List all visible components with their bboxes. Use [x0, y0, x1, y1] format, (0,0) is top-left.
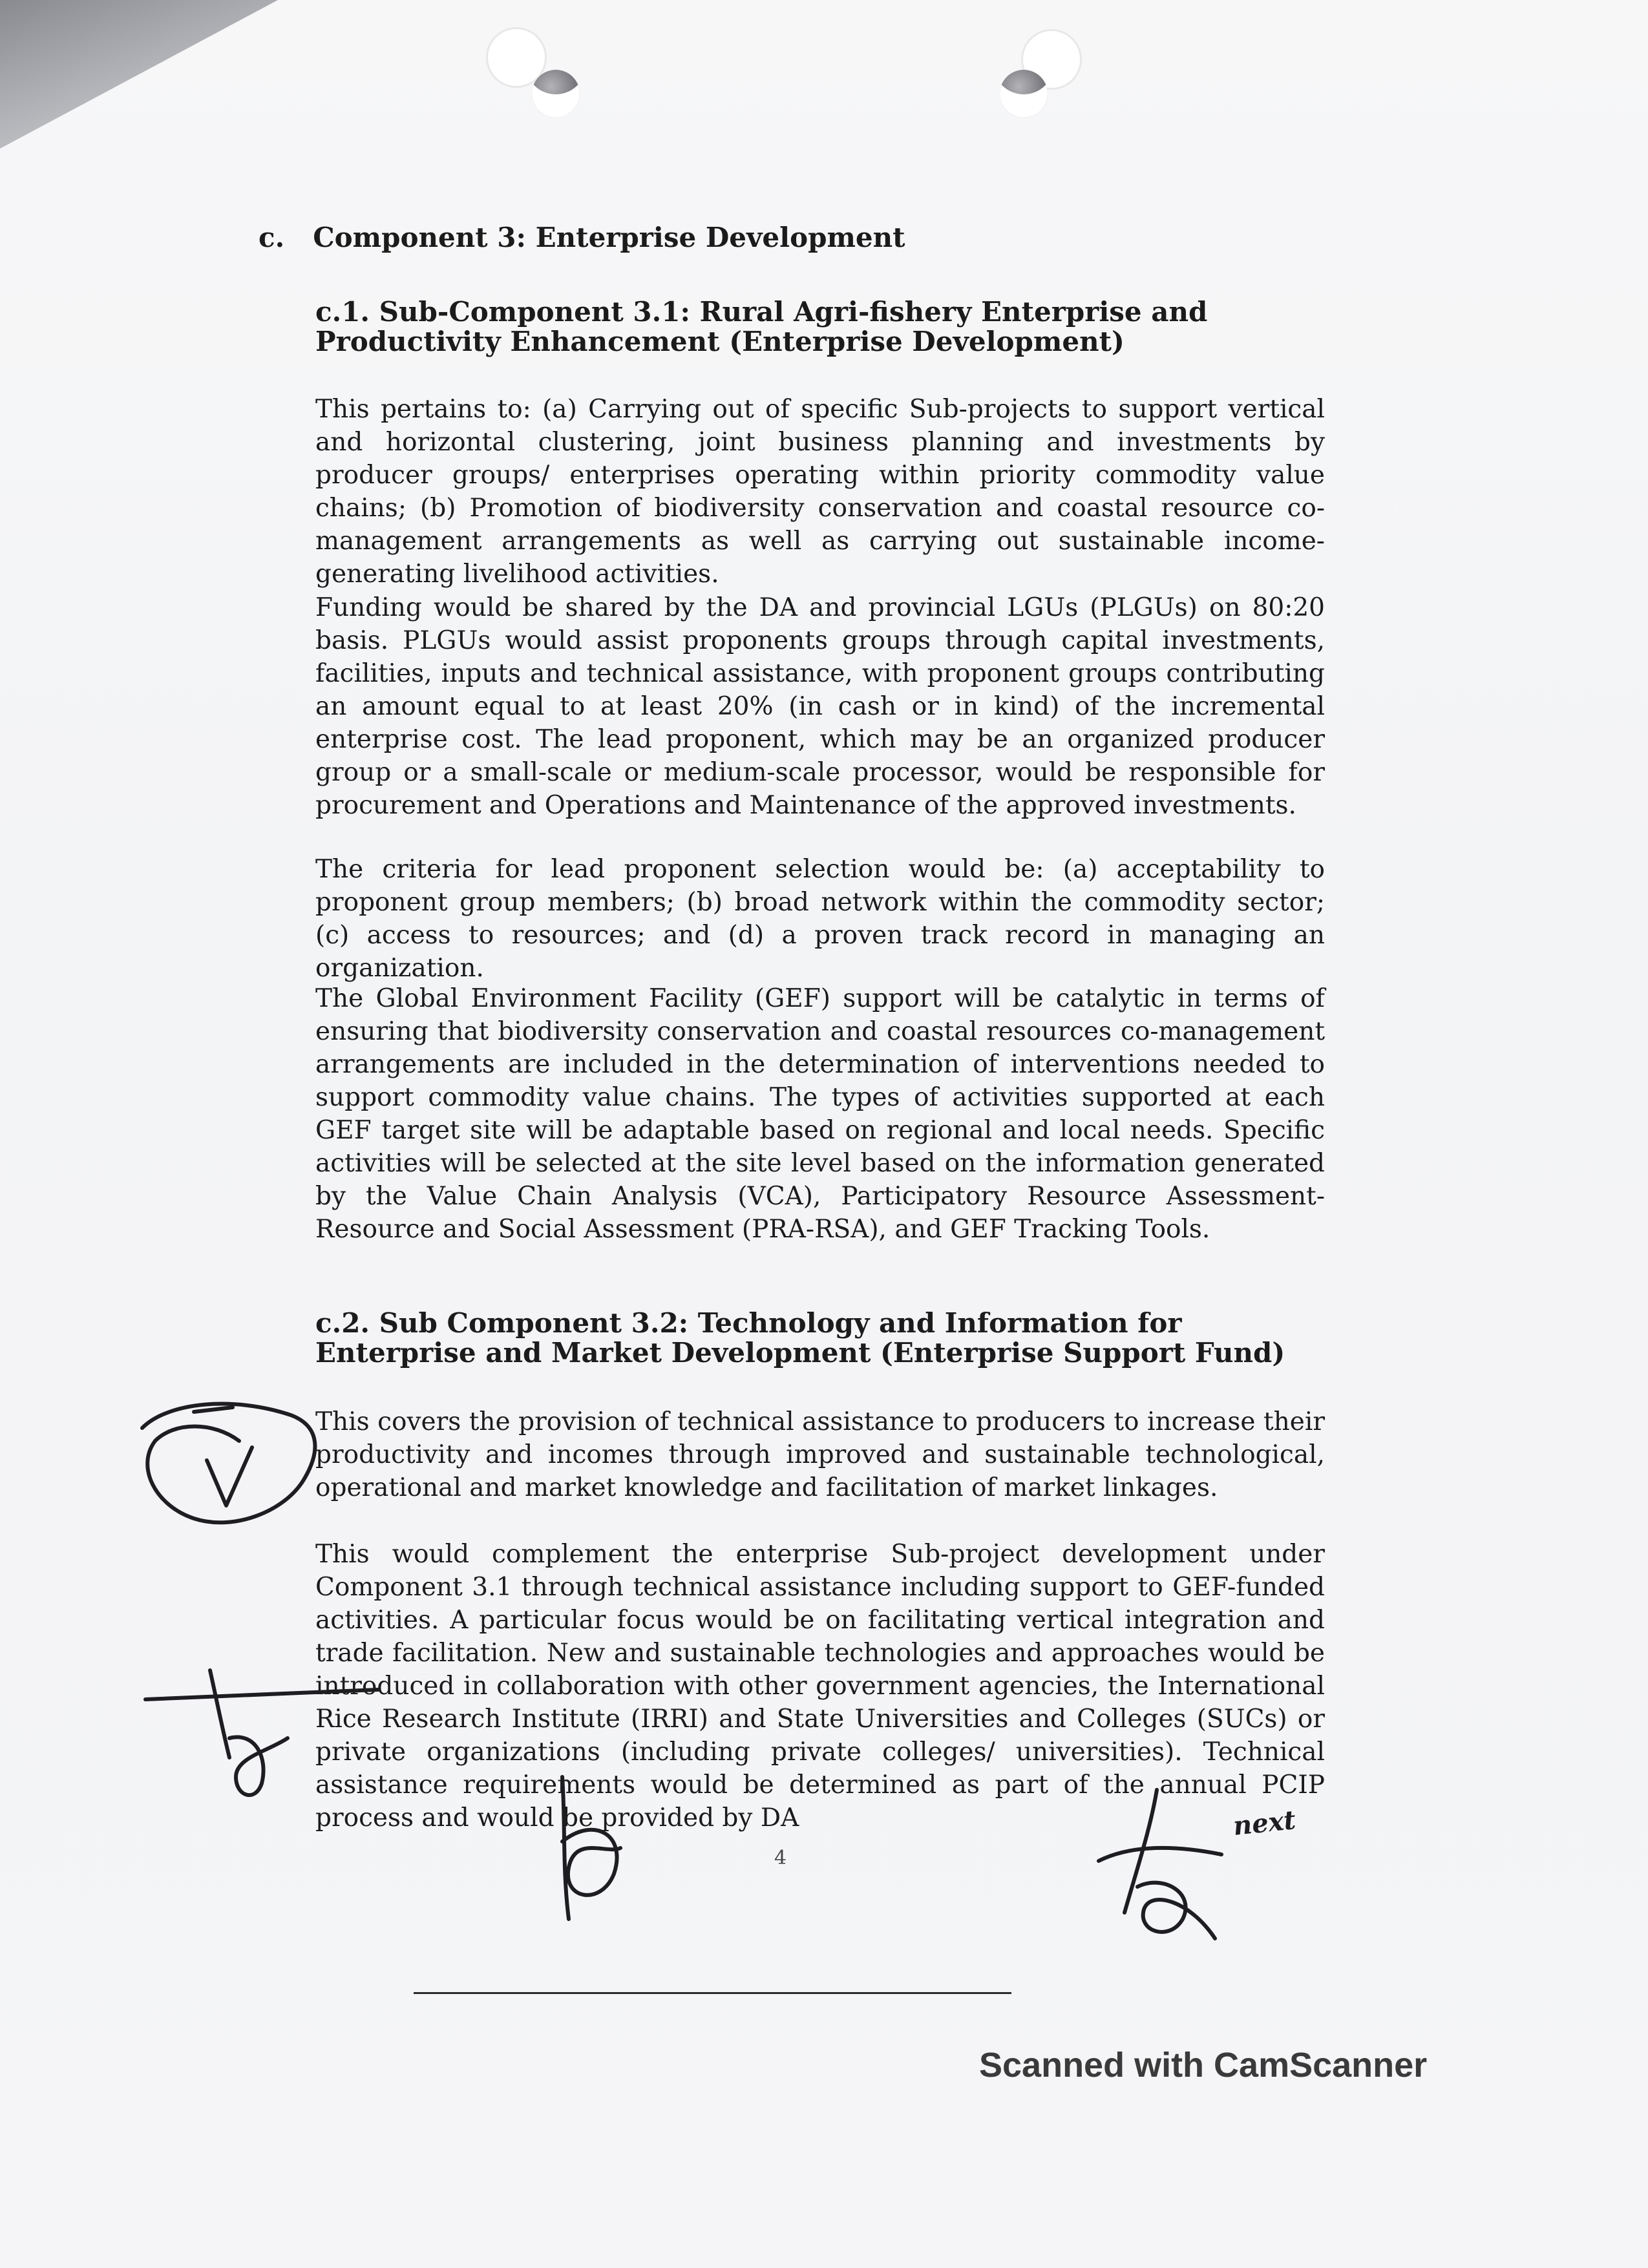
subcomponent-1-paragraph-1: This pertains to: (a) Carrying out of specific Sub-projects to support vertical and horizontal clustering, joint business planning and investments by producer groups/ enterprises operating within priority commodity value chains; (b) Promotion of biodiversity conservation and coastal resource co-management arrangements as well as carrying out sustainable income-generating livelihood activities.: [315, 395, 1325, 589]
camscanner-watermark: Scanned with CamScanner: [979, 2046, 1428, 2084]
handwritten-note: next: [1231, 1805, 1298, 1842]
subcomponent-2-heading: c.2. Sub Component 3.2: Technology and Information for Enterprise and Market Development (Enterprise Support Fund): [315, 1307, 1285, 1369]
component-title: Component 3: Enterprise Development: [313, 222, 905, 253]
punch-hole-left-outline: [488, 29, 545, 86]
bottom-rule: [414, 1992, 1011, 1994]
component-letter: c.: [259, 222, 285, 253]
subcomponent-1-paragraph-3: The criteria for lead proponent selection would be: (a) acceptability to proponent group members; (b) broad network within the commodity sector; (c) access to resources; and (d) a proven track record in managing an organization.: [315, 855, 1325, 983]
subcomponent-1-heading: c.1. Sub-Component 3.1: Rural Agri-fishery Enterprise and Productivity Enhancement (Enterprise Development): [315, 296, 1208, 357]
subcomponent-1-paragraph-2: Funding would be shared by the DA and provincial LGUs (PLGUs) on 80:20 basis. PLGUs would assist proponents groups through capital investments, facilities, inputs and technical assistance, with proponent groups contributing an amount equal to at least 20% (in cash or in kind) of the incremental enterprise cost. The lead proponent, which may be an organized producer group or a small-scale or medium-scale processor, would be responsible for procurement and Operations and Maintenance of the approved investments.: [315, 593, 1325, 820]
folded-corner: [0, 0, 278, 149]
subcomponent-2-paragraph-1: This covers the provision of technical assistance to producers to increase their productivity and incomes through improved and sustainable technological, operational and market knowledge and facilitation of market linkages.: [315, 1407, 1325, 1502]
signature-initials-1: [129, 1389, 336, 1544]
subcomponent-2-paragraph-2: This would complement the enterprise Sub-project development under Component 3.1 through technical assistance including support to GEF-funded activities. A particular focus would be on facilitating vertical integration and trade facilitation. New and sustainable technologies and approaches would be introduced in collaboration with other government agencies, the International Rice Research Institute (IRRI) and State Universities and Colleges (SUCs) or private organizations (including private colleges/ universities). Technical assistance requirements would be determined as part of the annual PCIP process and would be provided by DA: [315, 1540, 1325, 1832]
subcomponent-1-paragraph-4: The Global Environment Facility (GEF) support will be catalytic in terms of ensuring that biodiversity conservation and coastal resources co-management arrangements are included in the determination of interventions needed to support commodity value chains. The types of activities supported at each GEF target site will be adaptable based on regional and local needs. Specific activities will be selected at the site level based on the information generated by the Value Chain Analysis (VCA), Participatory Resource Assessment-Resource and Social Assessment (PRA-RSA), and GEF Tracking Tools.: [315, 984, 1325, 1244]
punch-hole-left: [532, 70, 580, 118]
page-mark: 4: [774, 1847, 787, 1869]
punch-hole-right: [1000, 70, 1048, 118]
component-heading: [259, 220, 1325, 256]
